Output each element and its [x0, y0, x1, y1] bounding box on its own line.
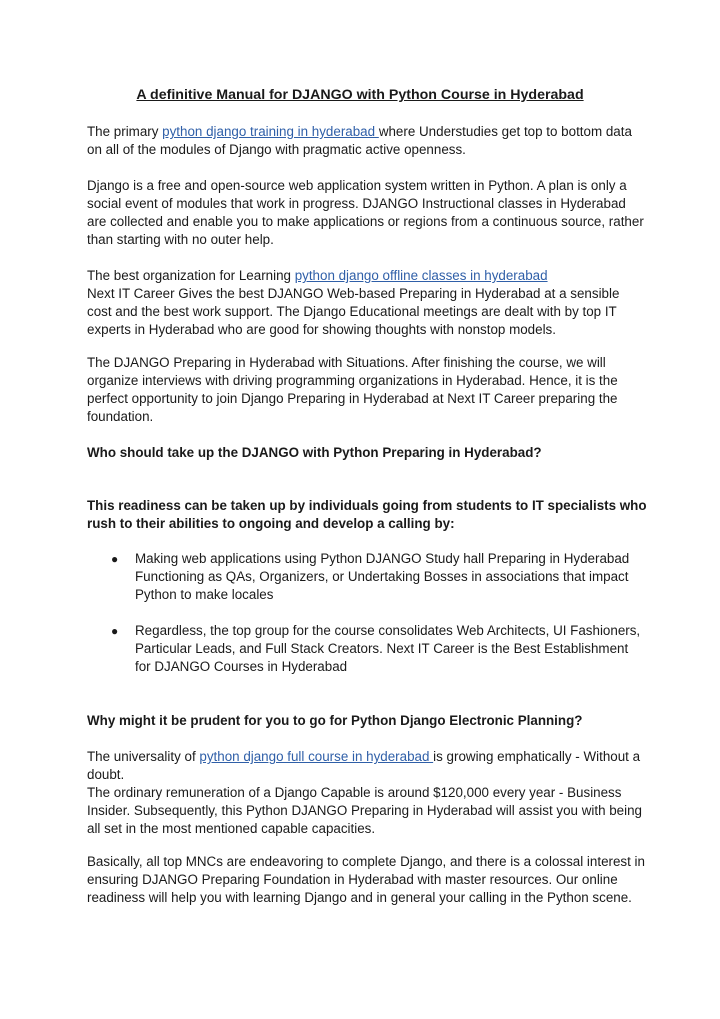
heading-who-should-take: Who should take up the DJANGO with Python Preparing in Hyderabad?: [87, 445, 542, 460]
universality-text-end: is growing emphatically - Without a doubt.: [87, 749, 641, 782]
organization-text-rest: Next IT Career Gives the best DJANGO Web-based Preparing in Hyderabad at a sensible cost and the best work support. The Django Educational meetings are dealt with by top IT experts in Hyderabad who are good for showing thoughts with nonstop models.: [87, 286, 620, 337]
heading-readiness: This readiness can be taken up by individuals going from students to IT specialists who rush to their abilities to ongoing and develop a calling by:: [87, 498, 647, 531]
list-item-text: Regardless, the top group for the course consolidates Web Architects, UI Fashioners, Particular Leads, and Full Stack Creators. Next IT Career is the Best Establishment for DJANGO Courses in Hyderabad: [135, 623, 641, 674]
intro-text-end: where Understudies get top to bottom data on all of the modules of Django with pragmatic active openness.: [87, 124, 632, 157]
universality-text-start: The universality of: [87, 749, 200, 764]
paragraph-mncs: Basically, all top MNCs are endeavoring to complete Django, and there is a colossal interest in ensuring DJANGO Preparing Foundation in Hyderabad with master resources. Our online readiness will help you with learning Django and in general your calling in the Python scene.: [87, 854, 645, 905]
list-item-text: Making web applications using Python DJANGO Study hall Preparing in Hyderabad Functioning as QAs, Organizers, or Undertaking Bosses in associations that impact Python to make locales: [135, 551, 630, 602]
list-item: [87, 622, 647, 676]
bullet-icon: ●: [111, 552, 119, 566]
paragraph-situations: The DJANGO Preparing in Hyderabad with Situations. After finishing the course, we will organize interviews with driving programming organizations in Hyderabad. Hence, it is the perfect opportunity to join Django Preparing in Hyderabad at Next IT Career preparing the foundation.: [87, 355, 618, 424]
heading-why-prudent: Why might it be prudent for you to go for Python Django Electronic Planning?: [87, 713, 583, 728]
paragraph-intro: [87, 123, 647, 159]
paragraph-universality: [87, 748, 647, 838]
intro-text-start: The primary: [87, 124, 163, 139]
paragraph-best-organization: [87, 267, 647, 339]
list-item: [87, 550, 647, 604]
link-python-django-training[interactable]: python django training in hyderabad: [162, 124, 379, 139]
link-python-django-full-course[interactable]: python django full course in hyderabad: [199, 749, 434, 764]
remuneration-text: The ordinary remuneration of a Django Capable is around $120,000 every year - Business Insider. Subsequently, this Python DJANGO Preparing in Hyderabad will assist you with being all set in the most mentioned capable capacities.: [87, 785, 642, 836]
paragraph-about-django: Django is a free and open-source web application system written in Python. A plan is only a social event of modules that work in progress. DJANGO Instructional classes in Hyderabad are collected and enable you to make applications or regions from a continuous source, rather than starting with no outer help.: [87, 178, 644, 247]
link-python-django-offline-classes[interactable]: python django offline classes in hyderabad: [294, 268, 548, 283]
bullet-icon: ●: [111, 624, 119, 638]
organization-text-start: The best organization for Learning: [87, 268, 295, 283]
page-title: A definitive Manual for DJANGO with Python Course in Hyderabad: [136, 87, 584, 103]
